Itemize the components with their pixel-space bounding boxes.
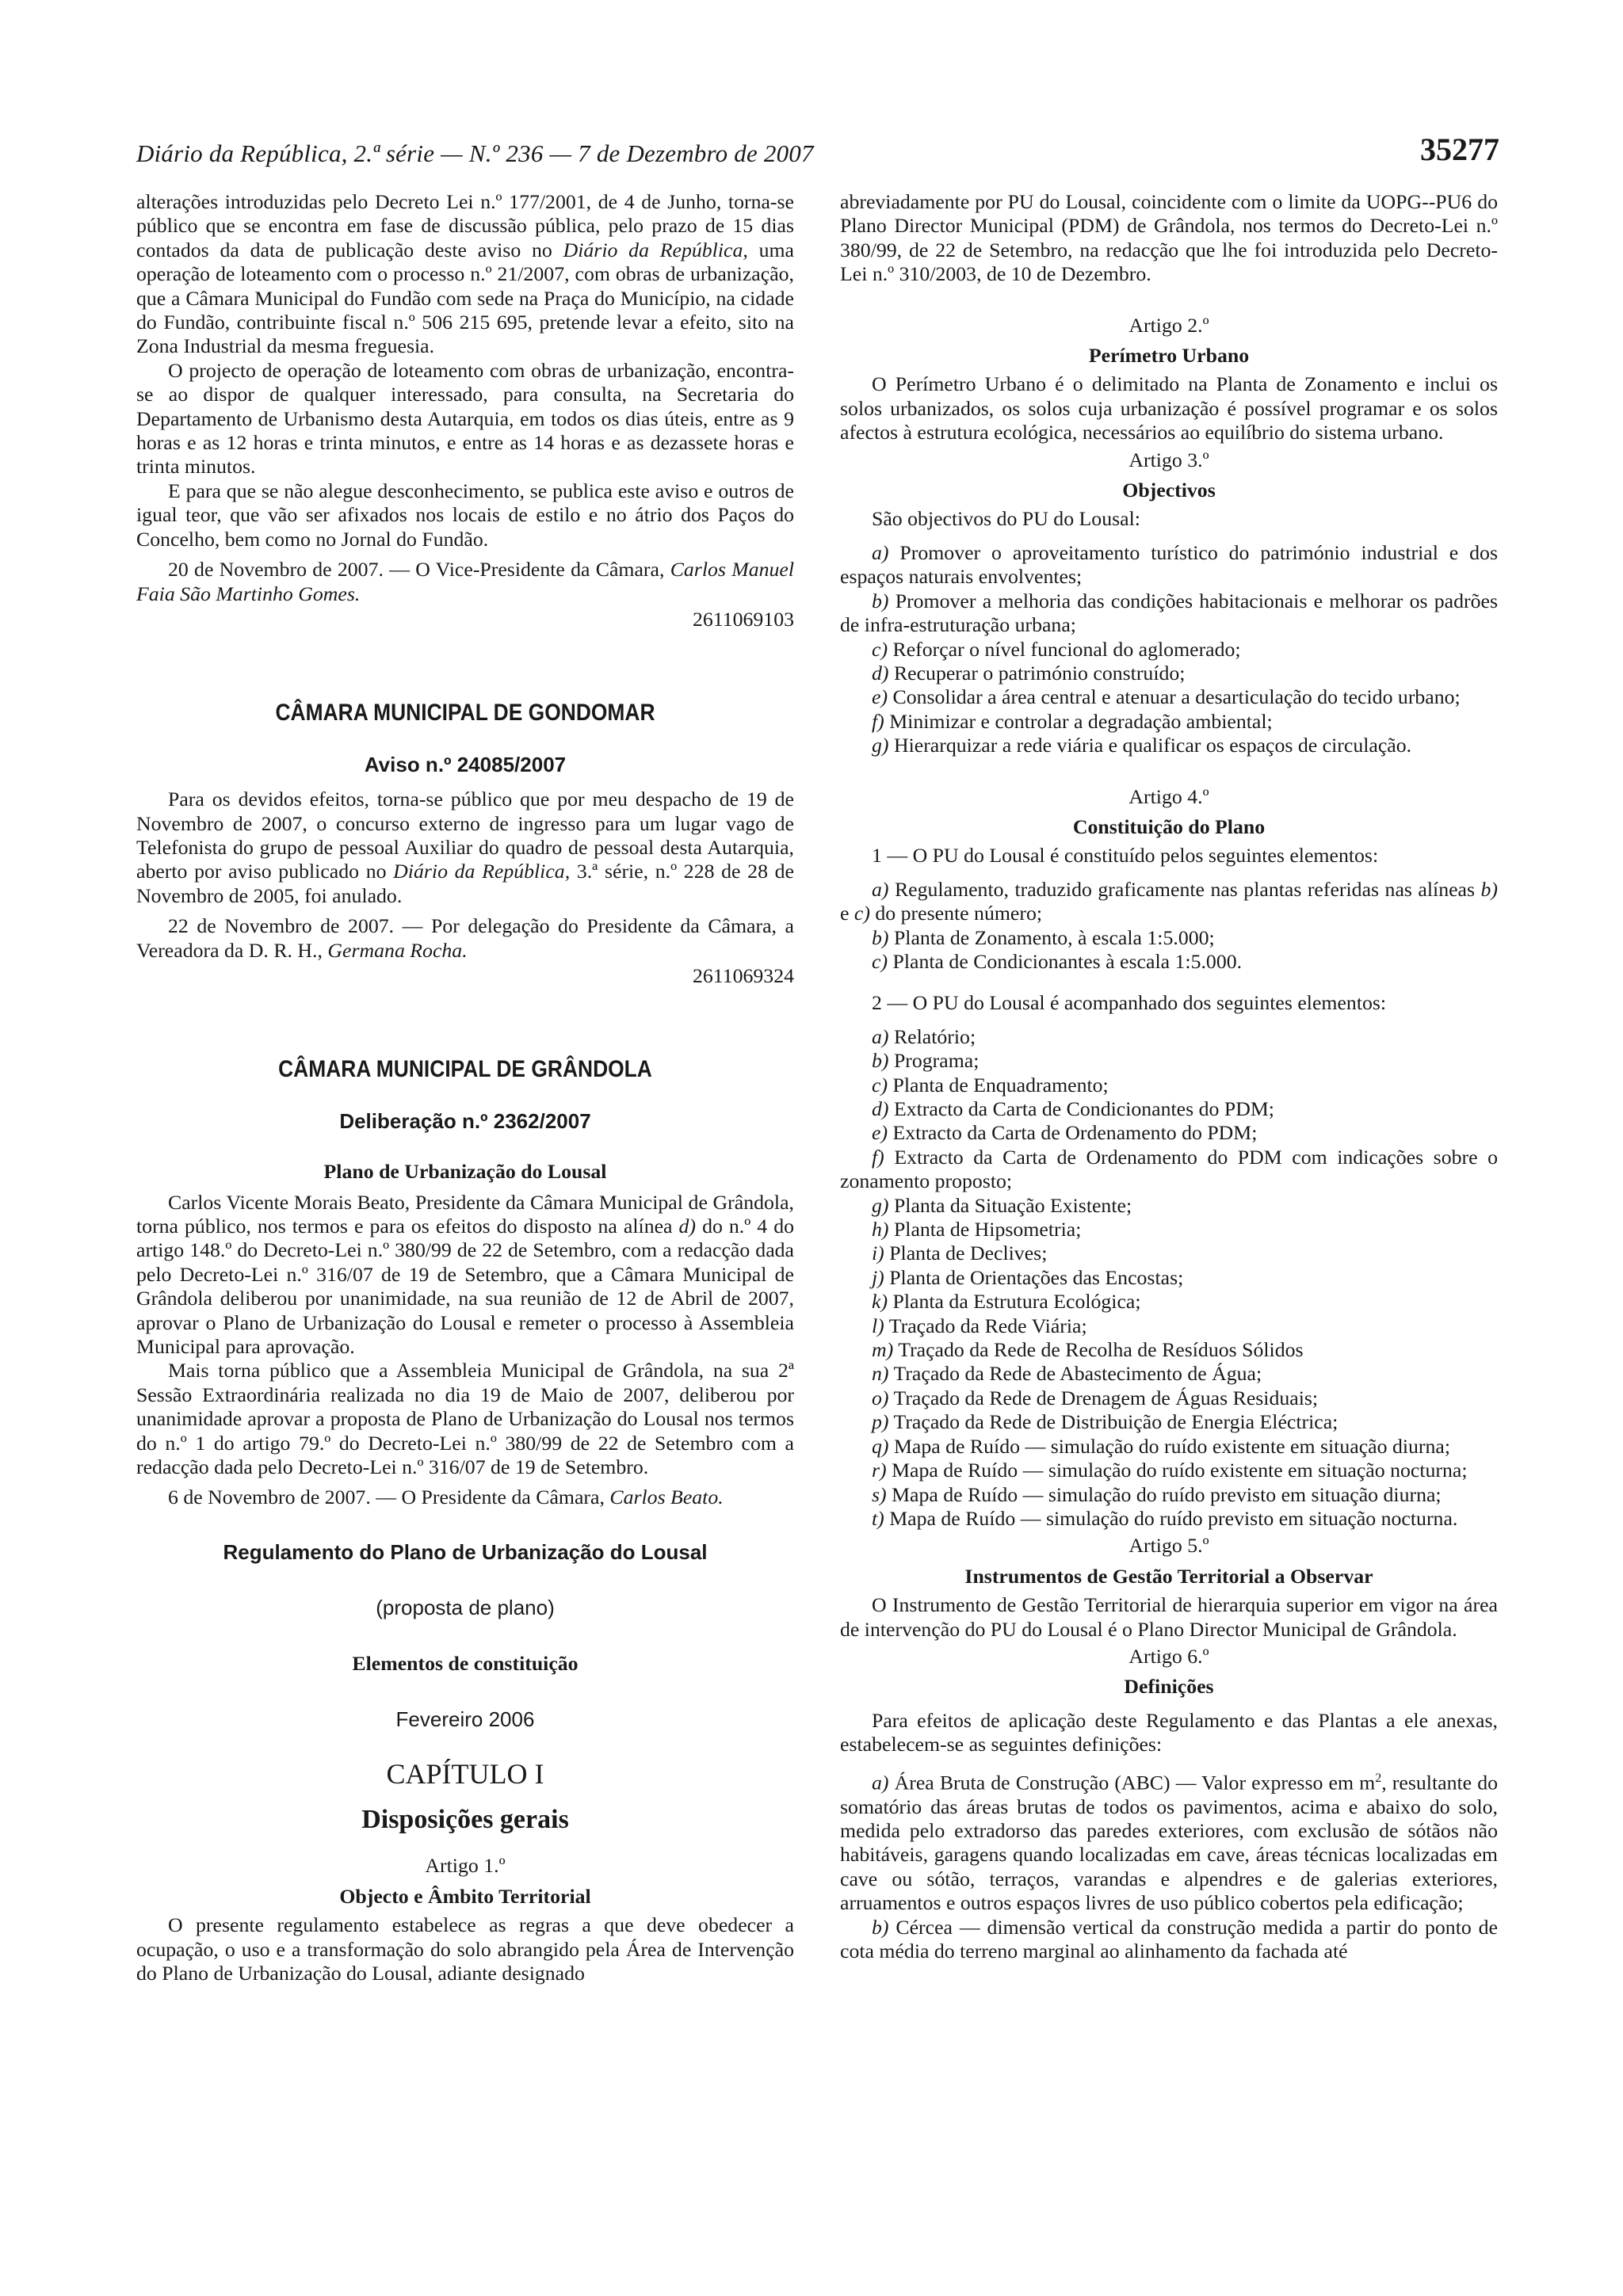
- article-number: Artigo 4.º: [1128, 784, 1209, 808]
- article-title: Objecto e Âmbito Territorial: [339, 1884, 591, 1908]
- list-item: t) Mapa de Ruído — simulação do ruído previsto em situação nocturna.: [872, 1506, 1458, 1530]
- article-number: Artigo 5.º: [1128, 1534, 1209, 1558]
- signature: 6 de Novembro de 2007. — O Presidente da Câmara, Carlos Beato.: [168, 1486, 724, 1509]
- list-item: g) Planta da Situação Existente;: [872, 1193, 1132, 1217]
- list-item: m) Traçado da Rede de Recolha de Resíduos Sólidos: [872, 1338, 1304, 1362]
- article-title: Perímetro Urbano: [1088, 344, 1250, 368]
- objectives-list: [840, 541, 1498, 758]
- list-item: g) Hierarquizar a rede viária e qualificar os espaços de circulação.: [872, 734, 1412, 757]
- list-item: j) Planta de Orientações das Encostas;: [872, 1265, 1184, 1289]
- list-item: e) Consolidar a área central e atenuar a desarticulação do tecido urbano;: [872, 685, 1461, 709]
- list-item: q) Mapa de Ruído — simulação do ruído existente em situação diurna;: [872, 1434, 1451, 1458]
- list-item: c) Planta de Enquadramento;: [872, 1073, 1109, 1097]
- signature: 22 de Novembro de 2007. — Por delegação do Presidente da Câmara, a Vereadora da D. R. H., Germana Rocha.: [136, 914, 794, 962]
- article-number: Artigo 6.º: [1128, 1644, 1209, 1668]
- list-item: h) Planta de Hipsometria;: [872, 1218, 1082, 1241]
- regulation-date: Fevereiro 2006: [395, 1707, 535, 1732]
- regulation-subtitle: (proposta de plano): [376, 1596, 555, 1620]
- list-item: i) Planta de Declives;: [872, 1241, 1048, 1265]
- article-title: Definições: [1124, 1675, 1214, 1699]
- regulation-elements: Elementos de constituição: [352, 1651, 579, 1675]
- article-number: Artigo 1.º: [425, 1854, 506, 1878]
- doc-heading: Deliberação n.º 2362/2007: [339, 1108, 591, 1133]
- paragraph: Carlos Vicente Morais Beato, Presidente da Câmara Municipal de Grândola, torna público, nos termos e para os efeitos do disposto na alínea d) do n.º 4 do artigo 148.º do Decreto-Lei n.º 380/99 de 22 de Setembro, com a redacção dada pelo Decreto-Lei n.º 316/07 de 19 de Setembro, que a Câmara Municipal de Grândola deliberou por unanimidade, na sua reunião de 12 de Abril de 2007, aprovar o Plano de Urbanização do Lousal e remeter o processo à Assembleia Municipal para aprovação.: [136, 1190, 794, 1359]
- list-item: o) Traçado da Rede de Drenagem de Águas Residuais;: [872, 1386, 1319, 1409]
- list-item: p) Traçado da Rede de Distribuição de Energia Eléctrica;: [872, 1410, 1338, 1434]
- org-heading: CÂMARA MUNICIPAL DE GRÂNDOLA: [278, 1056, 652, 1083]
- list-item: e) Extracto da Carta de Ordenamento do PDM;: [872, 1121, 1258, 1145]
- paragraph: 1 — O PU do Lousal é constituído pelos seguintes elementos:: [872, 844, 1379, 868]
- list-item: a) Área Bruta de Construção (ABC) — Valor expresso em $m^2$, resultante do somatório das áreas brutas de todos os pavimentos, acima e abaixo do solo, medida pelo extradorso das paredes exteriores, com exclusão de sótãos não habitáveis, garagens quando localizadas em cave, áreas técnicas localizadas em cave ou sótão, terraços, varandas e alpendres e de galerias exteriores, arruamentos e outros espaços livres de uso público cobertos pela edificação;: [840, 1771, 1498, 1915]
- list-item: c) Reforçar o nível funcional do aglomerado;: [872, 637, 1241, 661]
- paragraph: abreviadamente por PU do Lousal, coincidente com o limite da UOPG--PU6 do Plano Director Municipal (PDM) de Grândola, nos termos do Decreto-Lei n.º 380/99, de 22 de Setembro, na redacção que lhe foi introduzida pelo Decreto-Lei n.º 310/2003, de 10 de Dezembro.: [840, 190, 1498, 286]
- article-number: Artigo 2.º: [1128, 313, 1209, 337]
- document-code: 2611069103: [692, 607, 794, 631]
- list-item: a) Promover o aproveitamento turístico do património industrial e dos espaços naturais envolventes;: [840, 540, 1498, 589]
- signature: 20 de Novembro de 2007. — O Vice-Presidente da Câmara, Carlos Manuel Faia São Martinho Gomes.: [136, 558, 795, 605]
- list-item: b) Cércea — dimensão vertical da construção medida a partir do ponto de cota média do terreno marginal ao alinhamento da fachada até: [840, 1915, 1498, 1962]
- list-item: f) Extracto da Carta de Ordenamento do PDM com indicações sobre o zonamento proposto;: [840, 1145, 1498, 1193]
- article-title: Instrumentos de Gestão Territorial a Observar: [964, 1564, 1373, 1588]
- sub-heading: Plano de Urbanização do Lousal: [323, 1160, 607, 1184]
- list-item: f) Minimizar e controlar a degradação ambiental;: [872, 709, 1273, 733]
- left-column: [136, 190, 794, 1985]
- list-item: b) Planta de Zonamento, à escala 1:5.000;: [872, 925, 1215, 949]
- doc-heading: Aviso n.º 24085/2007: [364, 752, 567, 776]
- chapter-heading: CAPÍTULO I: [386, 1757, 544, 1790]
- list-item: k) Planta da Estrutura Ecológica;: [872, 1290, 1141, 1314]
- right-column: [840, 190, 1498, 1963]
- regulation-title: Regulamento do Plano de Urbanização do Lousal: [223, 1539, 708, 1564]
- paragraph: O projecto de operação de loteamento com obras de urbanização, encontra-se ao dispor de qualquer interessado, para consulta, na Secretaria do Departamento de Urbanismo desta Autarquia, em todos os dias úteis, entre as 9 horas e as 12 horas e trinta minutos, e entre as 14 horas e as dezassete horas e trinta minutos.: [136, 358, 794, 479]
- paragraph: 2 — O PU do Lousal é acompanhado dos seguintes elementos:: [872, 991, 1387, 1015]
- org-heading: CÂMARA MUNICIPAL DE GONDOMAR: [275, 700, 655, 727]
- chapter-title: Disposições gerais: [361, 1804, 569, 1834]
- article-number: Artigo 3.º: [1128, 448, 1209, 471]
- article-title: Objectivos: [1122, 479, 1216, 502]
- paragraph: Para os devidos efeitos, torna-se público que por meu despacho de 19 de Novembro de 2007, o concurso externo de ingresso para um lugar vago de Telefonista do grupo de pessoal Auxiliar do quadro de pessoal desta Autarquia, aberto por aviso publicado no Diário da República, 3.ª série, n.º 228 de 28 de Novembro de 2005, foi anulado.: [136, 788, 794, 907]
- list-item: n) Traçado da Rede de Abastecimento de Água;: [872, 1362, 1262, 1386]
- paragraph: Para efeitos de aplicação deste Regulamento e das Plantas a ele anexas, estabelecem-se as seguintes definições:: [840, 1708, 1498, 1756]
- list-item: s) Mapa de Ruído — simulação do ruído previsto em situação diurna;: [872, 1482, 1442, 1506]
- list-item: l) Traçado da Rede Viária;: [872, 1314, 1087, 1337]
- paragraph: São objectivos do PU do Lousal:: [872, 507, 1140, 531]
- list-item: b) Promover a melhoria das condições habitacionais e melhorar os padrões de infra-estruturação urbana;: [840, 589, 1498, 637]
- page-number: 35277: [1420, 132, 1499, 167]
- accompanying-elements-list: [840, 1025, 1498, 1531]
- list-item: b) Programa;: [872, 1049, 980, 1073]
- paragraph: O presente regulamento estabelece as regras a que deve obedecer a ocupação, o uso e a transformação do solo abrangido pela Área de Intervenção do Plano de Urbanização do Lousal, adiante designado: [136, 1913, 794, 1985]
- list-item: r) Mapa de Ruído — simulação do ruído existente em situação nocturna;: [872, 1459, 1468, 1482]
- paragraph: O Perímetro Urbano é o delimitado na Planta de Zonamento e inclui os solos urbanizados, os solos cuja urbanização é possível programar e os solos afectos à estrutura ecológica, necessários ao equilíbrio do sistema urbano.: [840, 372, 1498, 444]
- list-item: d) Recuperar o património construído;: [872, 661, 1186, 685]
- document-code: 2611069324: [692, 963, 794, 987]
- journal-title: Diário da República, 2.ª série — N.º 236 — 7 de Dezembro de 2007: [136, 139, 814, 167]
- paragraph: alterações introduzidas pelo Decreto Lei n.º 177/2001, de 4 de Junho, torna-se público que se encontra em fase de discussão pública, pelo prazo de 15 dias contados da data de publicação deste aviso no Diário da República, uma operação de loteamento com o processo n.º 21/2007, com obras de urbanização, que a Câmara Municipal do Fundão com sede na Praça do Município, na cidade do Fundão, contribuinte fiscal n.º 506 215 695, pretende levar a efeito, sito na Zona Industrial da mesma freguesia.: [136, 190, 794, 358]
- paragraph: O Instrumento de Gestão Territorial de hierarquia superior em vigor na área de intervenção do PU do Lousal é o Plano Director Municipal de Grândola.: [840, 1593, 1498, 1641]
- list-item: a) Relatório;: [872, 1024, 976, 1048]
- page-header: [136, 127, 1499, 168]
- list-item: a) Regulamento, traduzido graficamente nas plantas referidas nas alíneas b) e c) do presente número;: [840, 877, 1498, 925]
- list-item: c) Planta de Condicionantes à escala 1:5.000.: [872, 949, 1243, 973]
- paragraph: E para que se não alegue desconhecimento, se publica este aviso e outros de igual teor, que vão ser afixados nos locais de estilo e no átrio dos Paços do Concelho, bem como no Jornal do Fundão.: [136, 479, 794, 551]
- article-title: Constituição do Plano: [1072, 814, 1266, 838]
- list-item: d) Extracto da Carta de Condicionantes do PDM;: [872, 1097, 1274, 1120]
- paragraph: Mais torna público que a Assembleia Municipal de Grândola, na sua 2ª Sessão Extraordinária realizada no dia 19 de Maio de 2007, deliberou por unanimidade aprovar a proposta de Plano de Urbanização do Lousal nos termos do n.º 1 do artigo 79.º do Decreto-Lei n.º 380/99 de 22 de Setembro com a redacção dada pelo Decreto-Lei n.º 316/07 de 19 de Setembro.: [136, 1359, 794, 1479]
